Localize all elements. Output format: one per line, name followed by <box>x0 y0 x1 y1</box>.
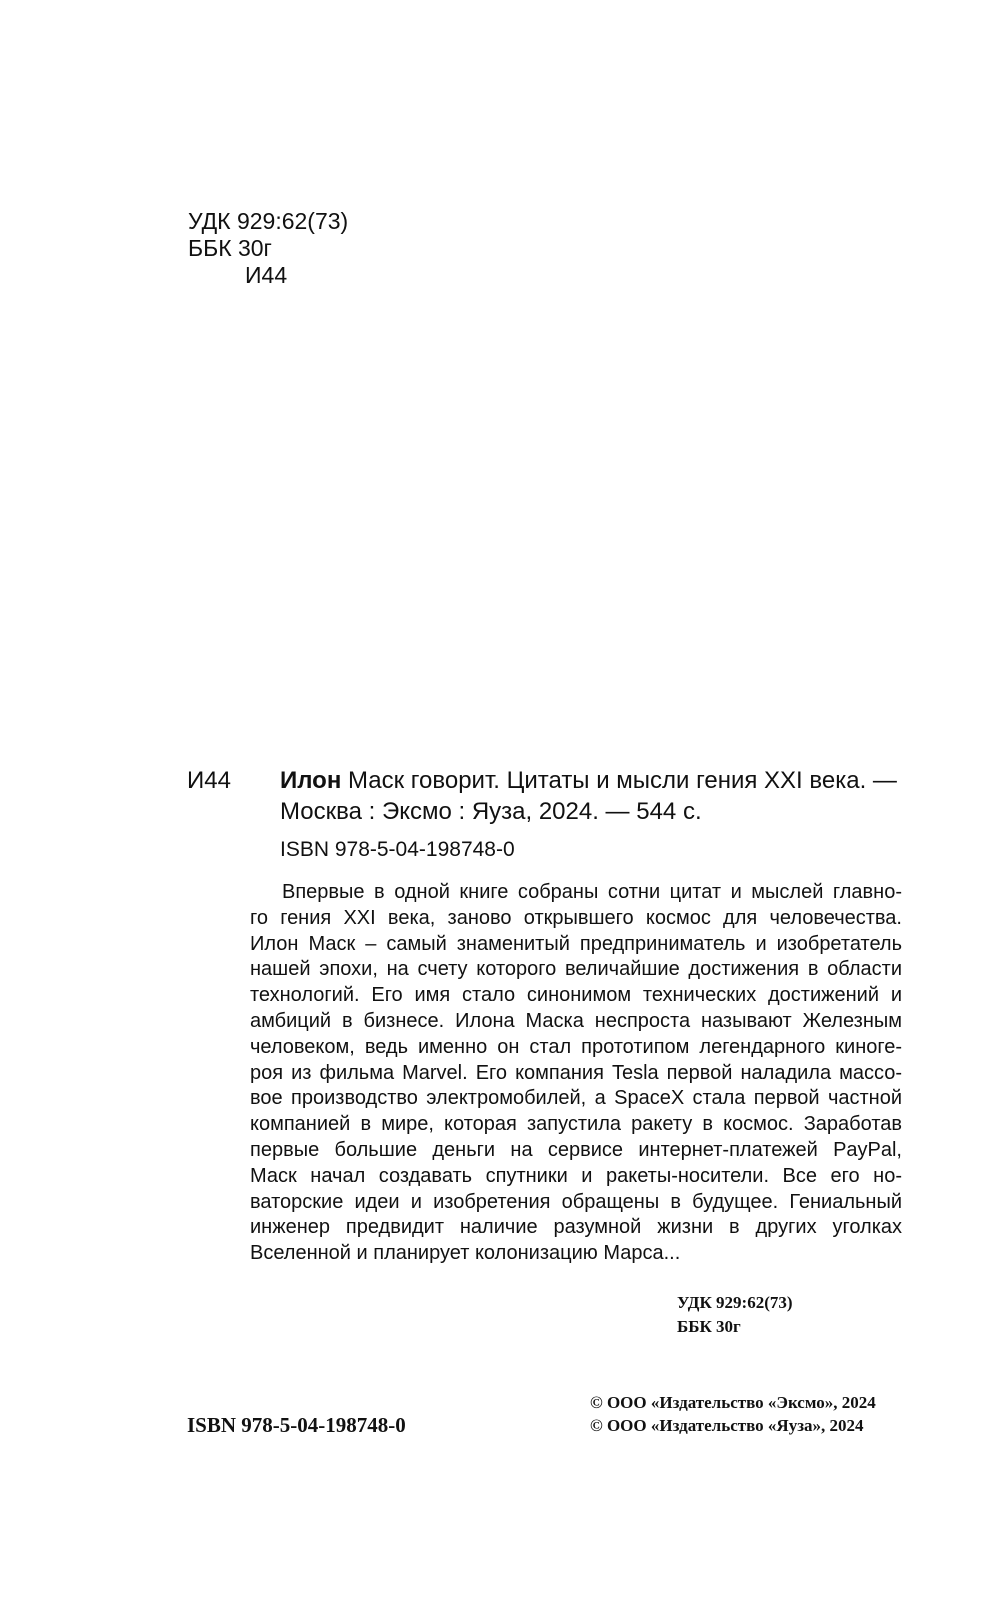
annotation-line: Илон Маск – самый знаменитый предприниматель и изобретатель <box>250 932 902 955</box>
annotation-line: нашей эпохи, на счету которого величайшие достижения в области <box>250 958 902 981</box>
author-sign-entry: И44 <box>187 767 231 794</box>
copyright-eksmo: © ООО «Издательство «Эксмо», 2024 <box>590 1393 876 1412</box>
udk-code-top: УДК 929:62(73) <box>188 208 349 234</box>
bibliographic-title <box>280 767 897 795</box>
annotation <box>250 880 902 1267</box>
title-text: Маск говорит. Цитаты и мысли гения XXI века. — <box>341 767 897 794</box>
isbn-footer: ISBN 978-5-04-198748-0 <box>187 1413 406 1437</box>
author-sign-top: И44 <box>245 262 288 288</box>
isbn-entry: ISBN 978-5-04-198748-0 <box>280 838 515 861</box>
author-name: Илон <box>280 767 342 794</box>
annotation-line: Маск начал создавать спутники и ракеты-носители. Все его но- <box>250 1164 902 1187</box>
bbk-code-top: ББК 30г <box>188 235 272 261</box>
copyright-yauza: © ООО «Издательство «Яуза», 2024 <box>590 1416 864 1435</box>
annotation-line: человеком, ведь именно он стал прототипом легендарного киноге- <box>250 1035 902 1058</box>
annotation-line: технологий. Его имя стало синонимом технических достижений и <box>250 984 902 1007</box>
annotation-line: роя из фильма Marvel. Его компания Tesla первой наладила массо- <box>250 1061 902 1084</box>
imprint: Москва : Эксмо : Яуза, 2024. — 544 с. <box>280 798 702 825</box>
annotation-line: инженер предвидит наличие разумной жизни в других уголках <box>250 1216 902 1239</box>
udk-code-bottom: УДК 929:62(73) <box>677 1293 793 1312</box>
annotation-line: первые большие деньги на сервисе интернет-платежей PayPal, <box>250 1138 902 1161</box>
annotation-line: компанией в мире, которая запустила ракету в космос. Заработав <box>250 1113 902 1136</box>
annotation-line: го гения XXI века, заново открывшего космос для человечества. <box>250 906 902 929</box>
annotation-line: амбиций в бизнесе. Илона Маска неспроста называют Железным <box>250 1009 902 1032</box>
annotation-line: Вселенной и планирует колонизацию Марса... <box>250 1242 681 1265</box>
bbk-code-bottom: ББК 30г <box>677 1317 741 1336</box>
annotation-line: ваторские идеи и изобретения обращены в будущее. Гениальный <box>250 1190 902 1213</box>
annotation-line: Впервые в одной книге собраны сотни цитат и мыслей главно- <box>282 881 902 903</box>
annotation-line: вое производство электромобилей, а SpaceX стала первой частной <box>250 1087 902 1110</box>
